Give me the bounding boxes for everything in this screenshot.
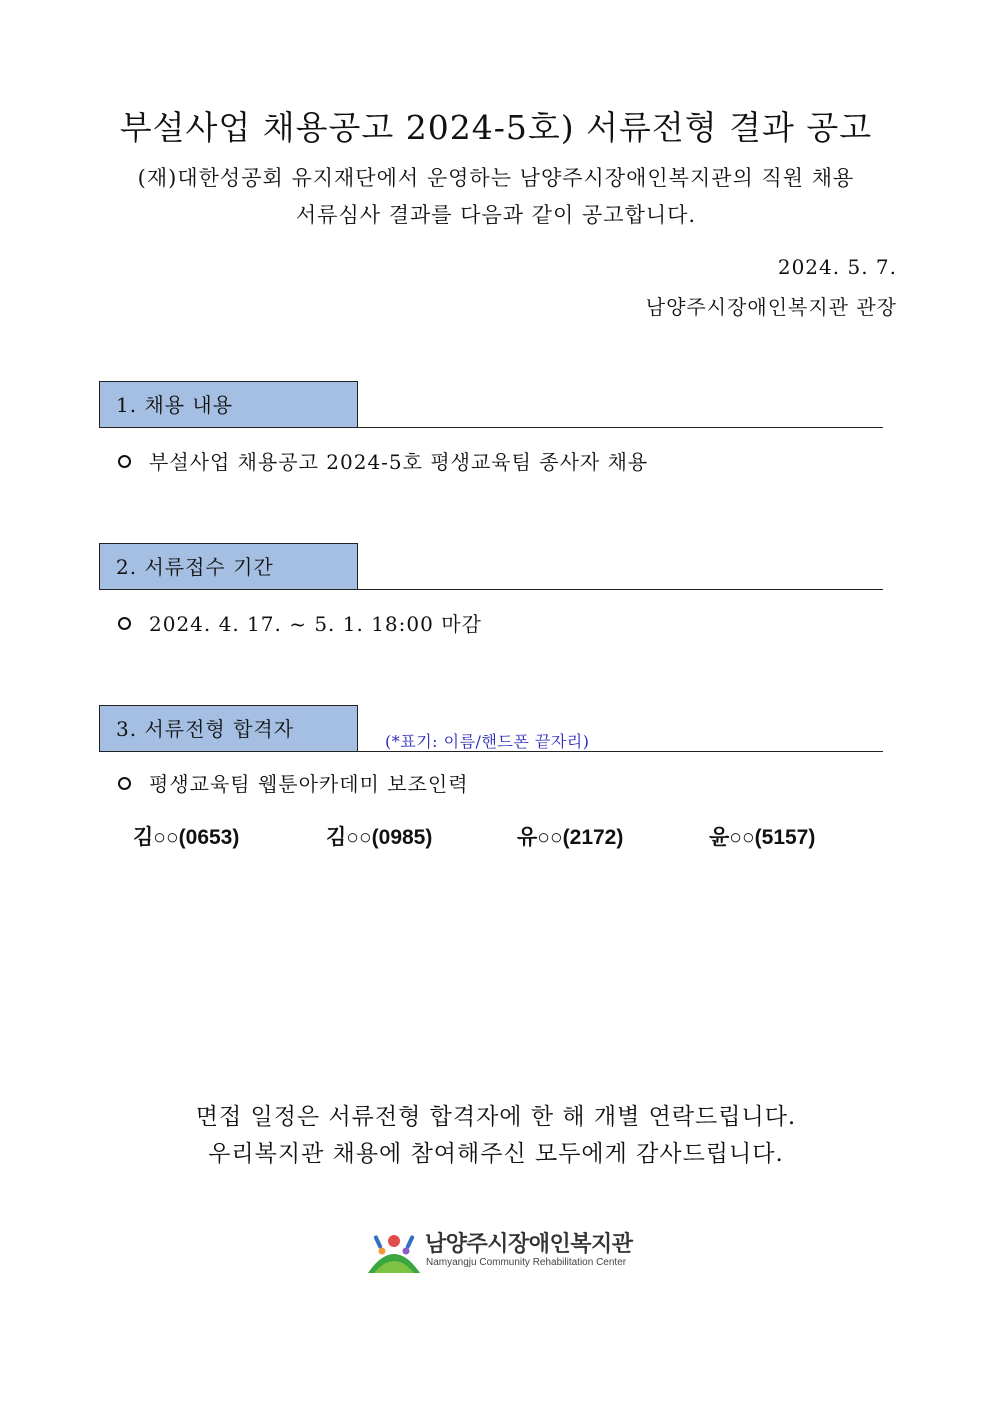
passer-entry: 윤○○(5157) xyxy=(709,826,816,849)
page-title: 부설사업 채용공고 2024-5호) 서류전형 결과 공고 xyxy=(119,108,873,147)
closing-line-1: 면접 일정은 서류전형 합격자에 한 해 개별 연락드립니다. xyxy=(195,1104,797,1130)
passer-entry: 김○○(0653) xyxy=(133,826,240,849)
intro-line-1: (재)대한성공회 유지재단에서 운영하는 남양주시장애인복지관의 직원 채용 xyxy=(137,166,855,190)
organization-logo xyxy=(366,1225,636,1277)
passer-entry: 김○○(0985) xyxy=(326,826,433,849)
logo-name-english: Namyangju Community Rehabilitation Center xyxy=(426,1257,627,1268)
signer: 남양주시장애인복지관 관장 xyxy=(645,295,897,319)
bullet-text: 부설사업 채용공고 2024-5호 평생교육팀 종사자 채용 xyxy=(149,450,649,474)
bullet-text: 2024. 4. 17. ~ 5. 1. 18:00 마감 xyxy=(149,612,482,636)
section-recruitment-content xyxy=(99,381,883,429)
bullet-item xyxy=(118,446,648,475)
circle-bullet-icon xyxy=(118,617,131,630)
section-header: 3. 서류전형 합격자 xyxy=(99,705,358,752)
bullet-text: 평생교육팀 웹툰아카데미 보조인력 xyxy=(149,772,469,796)
circle-bullet-icon xyxy=(118,777,131,790)
notation-note: (*표기: 이름/핸드폰 끝자리) xyxy=(385,732,590,751)
logo-name-korean: 남양주시장애인복지관 xyxy=(425,1231,633,1256)
section-divider xyxy=(358,427,883,428)
bullet-item xyxy=(118,608,482,637)
section-header: 2. 서류접수 기간 xyxy=(99,543,358,590)
section-application-period xyxy=(99,543,883,591)
announcement-date: 2024. 5. 7. xyxy=(777,255,897,279)
closing-line-2: 우리복지관 채용에 참여해주신 모두에게 감사드립니다. xyxy=(208,1141,784,1167)
bullet-item xyxy=(118,768,469,797)
intro-line-2: 서류심사 결과를 다음과 같이 공고합니다. xyxy=(295,203,697,227)
passer-entry: 유○○(2172) xyxy=(517,826,624,849)
section-divider xyxy=(358,589,883,590)
circle-bullet-icon xyxy=(118,455,131,468)
section-header: 1. 채용 내용 xyxy=(99,381,358,428)
welfare-center-logo-icon xyxy=(366,1225,422,1275)
